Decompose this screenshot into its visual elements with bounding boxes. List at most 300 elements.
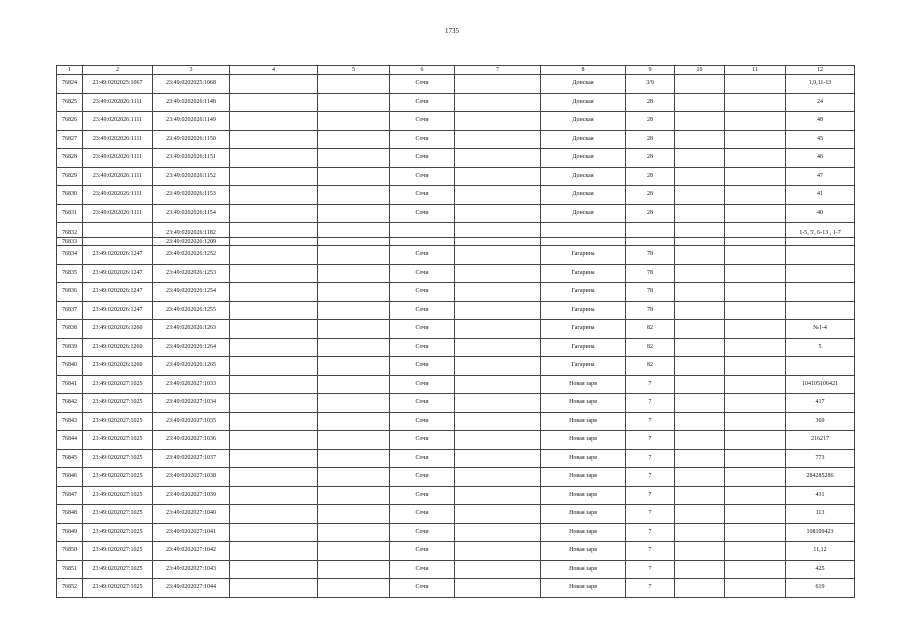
cell-col-10 xyxy=(675,579,725,598)
cell-col-4 xyxy=(230,394,318,413)
cell-col-10 xyxy=(675,375,725,394)
cell-col-1: 76846 xyxy=(57,468,83,487)
cell-col-4 xyxy=(230,412,318,431)
cell-col-7 xyxy=(455,301,541,320)
cell-col-5 xyxy=(318,204,390,223)
cell-col-7 xyxy=(455,486,541,505)
cell-col-12: 5 xyxy=(786,338,855,357)
cell-col-12 xyxy=(786,301,855,320)
cell-col-4 xyxy=(230,505,318,524)
cell-col-2: 23:49:0202026:1260 xyxy=(83,320,153,339)
cell-col-11 xyxy=(725,223,786,238)
cell-col-6: Сочи xyxy=(390,93,455,112)
cell-col-3: 23:49:0202027:1036 xyxy=(153,431,230,450)
cell-col-11 xyxy=(725,560,786,579)
cell-col-9: 7 xyxy=(626,523,675,542)
cell-col-5 xyxy=(318,486,390,505)
table-row xyxy=(57,579,855,598)
cell-col-7 xyxy=(455,431,541,450)
cell-col-7 xyxy=(455,75,541,94)
cell-col-12: №1-4 xyxy=(786,320,855,339)
cell-col-6: Сочи xyxy=(390,357,455,376)
cell-col-12: 431 xyxy=(786,486,855,505)
cell-col-11 xyxy=(725,93,786,112)
cell-col-9: 28 xyxy=(626,167,675,186)
table-row xyxy=(57,320,855,339)
cell-col-6: Сочи xyxy=(390,130,455,149)
cell-col-2: 23:49:0202026:1111 xyxy=(83,186,153,205)
cell-col-1: 76837 xyxy=(57,301,83,320)
cell-col-5 xyxy=(318,223,390,238)
cell-col-7 xyxy=(455,186,541,205)
cell-col-1: 76833 xyxy=(57,238,83,246)
cell-col-11 xyxy=(725,542,786,561)
cell-col-10 xyxy=(675,130,725,149)
table-row xyxy=(57,130,855,149)
cell-col-10 xyxy=(675,449,725,468)
cell-col-9: 7 xyxy=(626,579,675,598)
cell-col-2: 23:49:0202026:1111 xyxy=(83,167,153,186)
cell-col-4 xyxy=(230,357,318,376)
cell-col-9: 28 xyxy=(626,93,675,112)
table-row xyxy=(57,542,855,561)
cell-col-10 xyxy=(675,560,725,579)
table-row xyxy=(57,486,855,505)
cell-col-5 xyxy=(318,238,390,246)
cell-col-10 xyxy=(675,320,725,339)
cell-col-12: 216217 xyxy=(786,431,855,450)
cell-col-5 xyxy=(318,186,390,205)
cell-col-12: 24 xyxy=(786,93,855,112)
column-header-1: 1 xyxy=(57,66,83,75)
cell-col-1: 76825 xyxy=(57,93,83,112)
table-row xyxy=(57,149,855,168)
cell-col-3: 23:49:0202027:1040 xyxy=(153,505,230,524)
cell-col-10 xyxy=(675,338,725,357)
cell-col-1: 76847 xyxy=(57,486,83,505)
cell-col-10 xyxy=(675,75,725,94)
cell-col-11 xyxy=(725,301,786,320)
cell-col-2: 23:49:0202026:1111 xyxy=(83,149,153,168)
cell-col-3: 23:49:0202027:1033 xyxy=(153,375,230,394)
cell-col-7 xyxy=(455,523,541,542)
cell-col-9: 28 xyxy=(626,186,675,205)
column-header-7: 7 xyxy=(455,66,541,75)
cell-col-6: Сочи xyxy=(390,167,455,186)
cell-col-6: Сочи xyxy=(390,301,455,320)
cell-col-7 xyxy=(455,223,541,238)
cell-col-8: Донская xyxy=(541,204,626,223)
cell-col-3: 23:49:0202027:1037 xyxy=(153,449,230,468)
cell-col-6: Сочи xyxy=(390,246,455,265)
cell-col-9: 7 xyxy=(626,375,675,394)
cell-col-9: 82 xyxy=(626,357,675,376)
cell-col-8: Гагарина xyxy=(541,357,626,376)
cell-col-4 xyxy=(230,375,318,394)
cell-col-1: 76840 xyxy=(57,357,83,376)
cell-col-2: 23:49:0202027:1025 xyxy=(83,579,153,598)
cell-col-6: Сочи xyxy=(390,186,455,205)
cell-col-11 xyxy=(725,75,786,94)
table-row xyxy=(57,523,855,542)
cell-col-1: 76852 xyxy=(57,579,83,598)
cell-col-3: 23:49:0202026:1263 xyxy=(153,320,230,339)
cell-col-3: 23:49:0202026:1182 xyxy=(153,223,230,238)
cell-col-4 xyxy=(230,186,318,205)
table-row xyxy=(57,204,855,223)
cell-col-2: 23:49:0202027:1025 xyxy=(83,560,153,579)
column-header-12: 12 xyxy=(786,66,855,75)
column-header-9: 9 xyxy=(626,66,675,75)
cell-col-9: 7 xyxy=(626,505,675,524)
cadastral-register-table xyxy=(56,65,855,598)
cell-col-5 xyxy=(318,75,390,94)
cell-col-6: Сочи xyxy=(390,149,455,168)
table-row xyxy=(57,75,855,94)
cell-col-11 xyxy=(725,246,786,265)
cell-col-2: 23:49:0202026:1111 xyxy=(83,93,153,112)
cell-col-2 xyxy=(83,223,153,238)
cell-col-1: 76835 xyxy=(57,264,83,283)
cell-col-10 xyxy=(675,431,725,450)
cell-col-10 xyxy=(675,412,725,431)
cell-col-10 xyxy=(675,523,725,542)
cell-col-5 xyxy=(318,357,390,376)
table-row xyxy=(57,283,855,302)
cell-col-1: 76841 xyxy=(57,375,83,394)
cell-col-2: 23:49:0202027:1025 xyxy=(83,412,153,431)
cell-col-9: 7 xyxy=(626,486,675,505)
cell-col-2: 23:49:0202026:1247 xyxy=(83,264,153,283)
cell-col-5 xyxy=(318,449,390,468)
cell-col-6: Сочи xyxy=(390,394,455,413)
table-row xyxy=(57,505,855,524)
cell-col-6: Сочи xyxy=(390,264,455,283)
cell-col-2: 23:49:0202026:1111 xyxy=(83,130,153,149)
cell-col-3: 23:49:0202027:1044 xyxy=(153,579,230,598)
cell-col-7 xyxy=(455,560,541,579)
cell-col-12: 108109423 xyxy=(786,523,855,542)
cell-col-11 xyxy=(725,149,786,168)
cell-col-2: 23:49:0202027:1025 xyxy=(83,468,153,487)
cell-col-8: Новая заря xyxy=(541,412,626,431)
cell-col-1: 76832 xyxy=(57,223,83,238)
cell-col-8: Гагарина xyxy=(541,246,626,265)
cell-col-4 xyxy=(230,283,318,302)
cell-col-4 xyxy=(230,149,318,168)
cell-col-5 xyxy=(318,246,390,265)
cell-col-3: 23:49:0202027:1039 xyxy=(153,486,230,505)
cell-col-7 xyxy=(455,468,541,487)
cell-col-7 xyxy=(455,505,541,524)
cell-col-10 xyxy=(675,238,725,246)
cell-col-12: 1-5, 5', 6-13 , 1-7 xyxy=(786,223,855,238)
cell-col-8: Новая заря xyxy=(541,431,626,450)
cell-col-6: Сочи xyxy=(390,75,455,94)
cell-col-3: 23:49:0202026:1209 xyxy=(153,238,230,246)
cell-col-1: 76843 xyxy=(57,412,83,431)
cell-col-1: 76831 xyxy=(57,204,83,223)
cell-col-6: Сочи xyxy=(390,468,455,487)
cell-col-1: 76851 xyxy=(57,560,83,579)
cell-col-6: Сочи xyxy=(390,338,455,357)
cell-col-11 xyxy=(725,394,786,413)
cell-col-11 xyxy=(725,167,786,186)
cell-col-10 xyxy=(675,394,725,413)
cell-col-2: 23:49:0202027:1025 xyxy=(83,431,153,450)
column-header-2: 2 xyxy=(83,66,153,75)
cell-col-4 xyxy=(230,523,318,542)
cell-col-1: 76850 xyxy=(57,542,83,561)
cell-col-8: Гагарина xyxy=(541,320,626,339)
cell-col-7 xyxy=(455,283,541,302)
cell-col-1: 76834 xyxy=(57,246,83,265)
cell-col-11 xyxy=(725,338,786,357)
cell-col-8: Новая заря xyxy=(541,579,626,598)
cell-col-3: 23:49:0202027:1035 xyxy=(153,412,230,431)
cell-col-8 xyxy=(541,238,626,246)
cell-col-11 xyxy=(725,375,786,394)
cell-col-11 xyxy=(725,186,786,205)
cell-col-10 xyxy=(675,93,725,112)
cell-col-10 xyxy=(675,468,725,487)
cell-col-10 xyxy=(675,486,725,505)
cell-col-5 xyxy=(318,375,390,394)
cell-col-9: 78 xyxy=(626,246,675,265)
cell-col-8: Новая заря xyxy=(541,468,626,487)
cell-col-5 xyxy=(318,468,390,487)
cell-col-9: 28 xyxy=(626,204,675,223)
cell-col-1: 76845 xyxy=(57,449,83,468)
cell-col-5 xyxy=(318,431,390,450)
cell-col-12: 46 xyxy=(786,149,855,168)
column-header-10: 10 xyxy=(675,66,725,75)
table-row xyxy=(57,468,855,487)
cell-col-7 xyxy=(455,112,541,131)
cell-col-4 xyxy=(230,338,318,357)
cell-col-6: Сочи xyxy=(390,579,455,598)
cell-col-5 xyxy=(318,579,390,598)
cell-col-8 xyxy=(541,223,626,238)
cell-col-9: 7 xyxy=(626,394,675,413)
cell-col-8: Новая заря xyxy=(541,449,626,468)
cell-col-5 xyxy=(318,542,390,561)
cell-col-8: Новая заря xyxy=(541,505,626,524)
cell-col-5 xyxy=(318,93,390,112)
cell-col-7 xyxy=(455,238,541,246)
cell-col-4 xyxy=(230,431,318,450)
cell-col-8: Донская xyxy=(541,112,626,131)
cell-col-3: 23:49:0202026:1255 xyxy=(153,301,230,320)
cell-col-12 xyxy=(786,238,855,246)
cell-col-5 xyxy=(318,130,390,149)
cell-col-9: 82 xyxy=(626,338,675,357)
cell-col-7 xyxy=(455,264,541,283)
cell-col-1: 76827 xyxy=(57,130,83,149)
cell-col-5 xyxy=(318,283,390,302)
cell-col-1: 76836 xyxy=(57,283,83,302)
cell-col-1: 76824 xyxy=(57,75,83,94)
cell-col-6: Сочи xyxy=(390,486,455,505)
table-row xyxy=(57,112,855,131)
cell-col-10 xyxy=(675,357,725,376)
cell-col-1: 76844 xyxy=(57,431,83,450)
table-body xyxy=(57,75,855,598)
cell-col-7 xyxy=(455,338,541,357)
cell-col-10 xyxy=(675,223,725,238)
cell-col-3: 23:49:0202027:1043 xyxy=(153,560,230,579)
table-row xyxy=(57,301,855,320)
cell-col-8: Гагарина xyxy=(541,338,626,357)
cell-col-12: 104105106421 xyxy=(786,375,855,394)
cell-col-7 xyxy=(455,93,541,112)
cell-col-12: 113 xyxy=(786,505,855,524)
cell-col-11 xyxy=(725,238,786,246)
cell-col-9: 7 xyxy=(626,412,675,431)
cell-col-10 xyxy=(675,542,725,561)
cell-col-7 xyxy=(455,246,541,265)
cell-col-4 xyxy=(230,320,318,339)
cell-col-3: 23:49:0202026:1154 xyxy=(153,204,230,223)
cell-col-9: 7 xyxy=(626,468,675,487)
cell-col-8: Донская xyxy=(541,149,626,168)
cell-col-5 xyxy=(318,523,390,542)
cell-col-4 xyxy=(230,75,318,94)
cell-col-12 xyxy=(786,357,855,376)
cell-col-1: 76826 xyxy=(57,112,83,131)
cell-col-12: 11,12 xyxy=(786,542,855,561)
cell-col-9: 82 xyxy=(626,320,675,339)
cell-col-11 xyxy=(725,320,786,339)
cell-col-8: Новая заря xyxy=(541,486,626,505)
table-row xyxy=(57,246,855,265)
cell-col-3: 23:49:0202026:1254 xyxy=(153,283,230,302)
cell-col-12: 41 xyxy=(786,186,855,205)
cell-col-2: 23:49:0202027:1025 xyxy=(83,523,153,542)
cell-col-12: 773 xyxy=(786,449,855,468)
cell-col-6: Сочи xyxy=(390,283,455,302)
cell-col-1: 76830 xyxy=(57,186,83,205)
cell-col-5 xyxy=(318,301,390,320)
cell-col-1: 76839 xyxy=(57,338,83,357)
cell-col-4 xyxy=(230,167,318,186)
cell-col-7 xyxy=(455,449,541,468)
cell-col-3: 23:49:0202026:1148 xyxy=(153,93,230,112)
cell-col-2: 23:49:0202026:1111 xyxy=(83,112,153,131)
cell-col-3: 23:49:0202026:1150 xyxy=(153,130,230,149)
cell-col-9: 7 xyxy=(626,431,675,450)
cell-col-2: 23:49:0202026:1247 xyxy=(83,246,153,265)
cell-col-3: 23:49:0202025:1068 xyxy=(153,75,230,94)
cell-col-11 xyxy=(725,264,786,283)
table-row xyxy=(57,238,855,246)
cell-col-5 xyxy=(318,264,390,283)
cell-col-11 xyxy=(725,486,786,505)
column-header-6: 6 xyxy=(390,66,455,75)
cell-col-3: 23:49:0202027:1034 xyxy=(153,394,230,413)
cell-col-10 xyxy=(675,167,725,186)
cell-col-4 xyxy=(230,238,318,246)
cell-col-3: 23:49:0202026:1264 xyxy=(153,338,230,357)
cell-col-2: 23:49:0202027:1025 xyxy=(83,394,153,413)
cell-col-9: 7 xyxy=(626,542,675,561)
cell-col-11 xyxy=(725,112,786,131)
cell-col-1: 76828 xyxy=(57,149,83,168)
cell-col-8: Донская xyxy=(541,130,626,149)
cell-col-11 xyxy=(725,412,786,431)
cell-col-11 xyxy=(725,357,786,376)
cell-col-1: 76829 xyxy=(57,167,83,186)
cell-col-1: 76848 xyxy=(57,505,83,524)
column-header-5: 5 xyxy=(318,66,390,75)
table-row xyxy=(57,186,855,205)
cell-col-4 xyxy=(230,93,318,112)
cell-col-4 xyxy=(230,468,318,487)
cell-col-11 xyxy=(725,449,786,468)
cell-col-12 xyxy=(786,283,855,302)
cell-col-12: 1,9,11-13 xyxy=(786,75,855,94)
cell-col-11 xyxy=(725,523,786,542)
cell-col-5 xyxy=(318,112,390,131)
cell-col-12: 369 xyxy=(786,412,855,431)
cell-col-4 xyxy=(230,264,318,283)
cell-col-2: 23:49:0202025:1067 xyxy=(83,75,153,94)
cell-col-4 xyxy=(230,246,318,265)
cell-col-6: Сочи xyxy=(390,542,455,561)
cell-col-9: 78 xyxy=(626,301,675,320)
cell-col-12: 48 xyxy=(786,112,855,131)
cell-col-2: 23:49:0202027:1025 xyxy=(83,375,153,394)
cell-col-9: 28 xyxy=(626,112,675,131)
cell-col-11 xyxy=(725,468,786,487)
cell-col-7 xyxy=(455,579,541,598)
cell-col-11 xyxy=(725,431,786,450)
cell-col-6: Сочи xyxy=(390,560,455,579)
cell-col-2: 23:49:0202027:1025 xyxy=(83,486,153,505)
table-row xyxy=(57,223,855,238)
cell-col-11 xyxy=(725,579,786,598)
cell-col-8: Гагарина xyxy=(541,283,626,302)
cell-col-7 xyxy=(455,167,541,186)
cell-col-8: Донская xyxy=(541,75,626,94)
cell-col-6 xyxy=(390,223,455,238)
cell-col-7 xyxy=(455,130,541,149)
cell-col-4 xyxy=(230,449,318,468)
cell-col-1: 76842 xyxy=(57,394,83,413)
cell-col-10 xyxy=(675,112,725,131)
table-row xyxy=(57,394,855,413)
cell-col-2: 23:49:0202027:1025 xyxy=(83,505,153,524)
cell-col-2: 23:49:0202027:1025 xyxy=(83,542,153,561)
cell-col-9: 3/9 xyxy=(626,75,675,94)
cell-col-9 xyxy=(626,238,675,246)
cell-col-7 xyxy=(455,320,541,339)
cell-col-8: Гагарина xyxy=(541,264,626,283)
cell-col-3: 23:49:0202026:1149 xyxy=(153,112,230,131)
cell-col-6: Сочи xyxy=(390,204,455,223)
cell-col-4 xyxy=(230,130,318,149)
cell-col-8: Новая заря xyxy=(541,560,626,579)
cell-col-8: Новая заря xyxy=(541,375,626,394)
cell-col-12 xyxy=(786,246,855,265)
page-number: 1735 xyxy=(445,27,459,35)
cell-col-12: 40 xyxy=(786,204,855,223)
cell-col-1: 76838 xyxy=(57,320,83,339)
cell-col-3: 23:49:0202026:1152 xyxy=(153,167,230,186)
table-row xyxy=(57,412,855,431)
column-number-row xyxy=(57,66,855,75)
table-row xyxy=(57,431,855,450)
